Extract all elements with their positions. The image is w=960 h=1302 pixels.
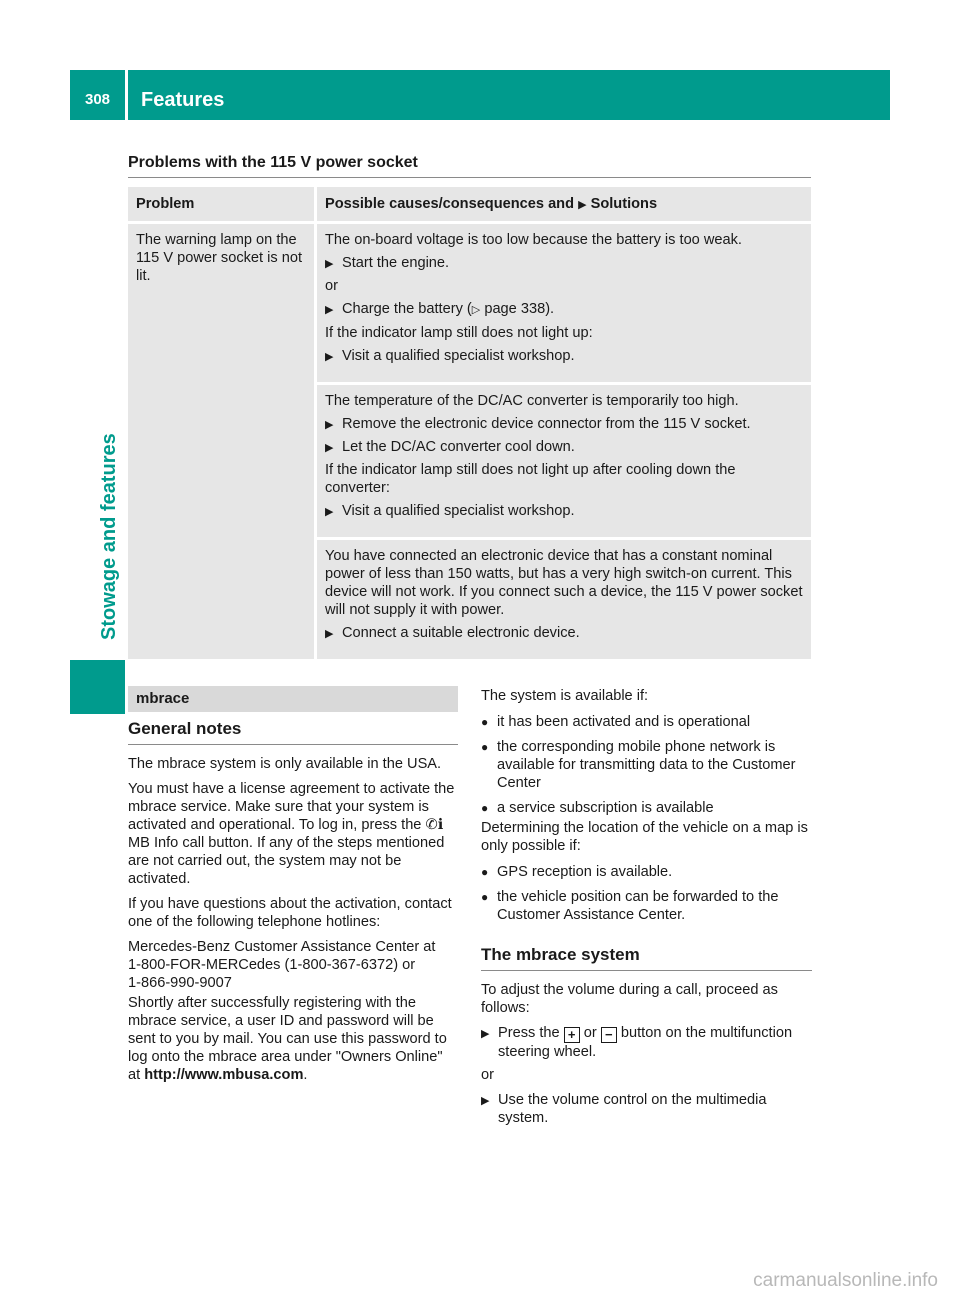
arrow-icon: ▶ [481,1095,490,1107]
volume-minus-key-icon: − [601,1027,617,1043]
problems-table [128,187,811,659]
watermark: carmanualsonline.info [753,1270,938,1291]
chapter-title: Features [141,89,225,111]
arrow-icon: ▶ [325,351,334,363]
header-divider [125,70,128,120]
step-item: ▶ Press the + or − button on the multifunction steering wheel. [481,1025,793,1060]
bullet-icon: ● [481,715,489,729]
list-item: ● the vehicle position can be forwarded to the Customer Assistance Center. [481,889,779,923]
general-notes-title: General notes [128,719,242,738]
registration-paragraph: Shortly after successfully registering with the mbrace service, a user ID and password will be sent to you by mail. You can use this password to log onto the mbrace area under "Owners Online" at http://www.mbusa.com. [128,995,447,1083]
bullet-icon: ● [481,865,489,879]
arrow-icon: ▶ [325,506,334,518]
list-item: ● the corresponding mobile phone network is available for transmitting data to the Customer Center [481,739,796,791]
cause-cell: The on-board voltage is too low because the battery is too weak. ▶ Start the engine. or ▶ Charge the battery (▷ page 338). If the indicator lamp still does not light up: ▶ Visit a qualified specialist workshop. [317,224,811,385]
step-item: ▶ Connect a suitable electronic device. [325,625,580,641]
arrow-icon: ▶ [578,199,587,211]
left-column: mbrace General notes The mbrace system is only available in the USA. You must have a license agreement to activate the mbrace service. Make sure that your system is activated and operational. To log in, press the ✆ℹ MB Info call button. If any of the steps mentioned are not carried out, the system may not be activated. If you have questions about the activation, contact one of the following telephone hotlines: Mercedes-Benz Customer Assistance Center at 1-800-FOR-MERCedes (1-800-367-6372) or 1-866-990-9007 Shortly after successfully registering with the mbrace service, a user ID and password will be sent to you by mail. You can use this password to log onto the mbrace area under "Owners Online" at http://www.mbusa.com. [128,686,458,1086]
table-row [128,224,811,385]
list-item: ● a service subscription is available [481,800,714,816]
problem-cell: The warning lamp on the 115 V power socket is not lit. [128,224,317,659]
step-item: ▶ Use the volume control on the multimedia system. [481,1092,767,1126]
volume-plus-key-icon: + [564,1027,580,1043]
arrow-icon: ▶ [325,442,334,454]
arrow-icon: ▶ [325,258,334,270]
step-item: ▶ Remove the electronic device connector from the 115 V socket. [325,416,751,432]
section-title: Problems with the 115 V power socket [128,154,418,171]
step-item: ▶ Visit a qualified specialist workshop. [325,348,575,364]
bullet-icon: ● [481,890,489,904]
page-number: 308 [84,91,111,108]
mbusa-link[interactable]: http://www.mbusa.com [144,1067,304,1083]
step-item: ▶ Start the engine. [325,255,450,271]
hotline-paragraph: Mercedes-Benz Customer Assistance Center at 1-800-FOR-MERCedes (1-800-367-6372) or 1-866-990-9007 [128,939,436,991]
mbrace-system-title: The mbrace system [481,945,640,964]
arrow-icon: ▶ [325,628,334,640]
page-ref-link[interactable]: page 338). [484,301,555,317]
step-item: ▶ Visit a qualified specialist workshop. [325,503,575,519]
phone-info-icon: ✆ℹ [425,817,444,833]
login-paragraph: You must have a license agreement to activate the mbrace service. Make sure that your system is activated and operational. To log in, press the ✆ℹ MB Info call button. If any of the steps mentioned are not carried out, the system may not be activated. [128,781,455,887]
bullet-icon: ● [481,801,489,815]
step-item: ▶ Let the DC/AC converter cool down. [325,439,575,455]
step-item: ▶ Charge the battery (▷ page 338). [325,301,555,317]
bullet-icon: ● [481,740,489,754]
solutions-column-header: Possible causes/consequences and ▶ Solutions [317,187,811,224]
list-item: ● GPS reception is available. [481,864,673,880]
side-chapter-label: Stowage and features [98,433,120,640]
general-notes-rule [128,744,458,745]
table-header-row [128,187,811,224]
problem-column-header: Problem [128,187,317,224]
cause-cell: You have connected an electronic device that has a constant nominal power of less than 150 watts, but has a very high switch-on current. This device will not work. If you connect such a device, the 115 V power socket will not supply it with power. ▶ Connect a suitable electronic device. [317,540,811,659]
arrow-icon: ▶ [481,1028,490,1040]
arrow-icon: ▶ [325,304,334,316]
page-ref-icon: ▷ [471,304,481,316]
side-marker-block [70,660,125,714]
mbrace-heading: mbrace [128,686,458,712]
section-rule [128,177,811,178]
cause-cell: The temperature of the DC/AC converter is temporarily too high. ▶ Remove the electronic device connector from the 115 V socket. ▶ Let the DC/AC converter cool down. If the indicator lamp still does not light up after cooling down the converter: ▶ Visit a qualified specialist workshop. [317,385,811,540]
list-item: ● it has been activated and is operational [481,714,751,730]
right-column: The system is available if: ● it has been activated and is operational ● the corresponding mobile phone network is available for transmitting data to the Customer Center ● a service subscription is available Determining the location of the vehicle on a map is only possible if: ● GPS reception is available. ● the vehicle position can be forwarded to the Customer Assistance Center. The mbrace system To adjust the volume during a call, proceed as follows: ▶ Press the + or − button on the multifunction steering wheel. or ▶ Use the volume control on the multimedia system. [481,686,812,1132]
mbrace-system-rule [481,970,812,971]
arrow-icon: ▶ [325,419,334,431]
